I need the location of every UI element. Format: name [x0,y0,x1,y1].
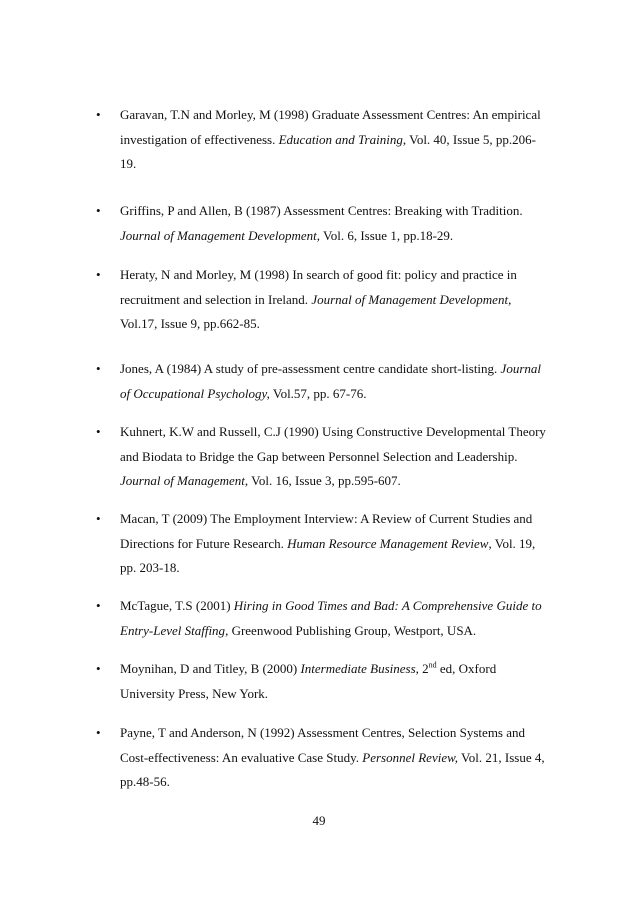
text-segment: pp. 203-18. [120,560,180,575]
reference-line [120,128,542,153]
bullet-icon: • [96,725,101,740]
reference-text [120,594,542,643]
italic-segment: Personnel Review, [362,749,459,765]
superscript-segment: nd [428,660,437,670]
text-segment: Vol. 21, Issue 4, [458,749,545,765]
reference-item [96,199,542,248]
text-segment: , Vol. 16, Issue 3, pp.595-607. [244,473,401,488]
reference-line [120,657,542,682]
italic-segment: Journal of Management Development, [311,291,512,307]
reference-line [120,103,542,128]
reference-line [120,263,542,288]
reference-line [120,357,542,382]
italic-segment: Journal of Management Development, [120,227,321,243]
reference-line [120,445,542,470]
italic-segment: Hiring in Good Times and Bad: A Comprehensive Guide to [233,598,542,613]
reference-line [120,312,542,337]
reference-line [120,721,542,746]
text-segment: Griffins, P and Allen, B (1987) Assessment Centres: Breaking with Tradition. [120,203,523,218]
text-segment: Cost-effectiveness: An evaluative Case Study. [120,749,363,765]
reference-line [120,532,542,557]
reference-item [96,657,542,706]
reference-line [120,594,542,619]
reference-line [120,420,546,445]
text-segment: and Biodata to Bridge the Gap between Personnel Selection and Leadership. [120,448,518,464]
text-segment: 19. [120,156,137,171]
italic-segment: Entry-Level Staffing [120,622,226,638]
reference-line [120,152,542,177]
bullet-icon: • [96,107,101,122]
reference-item [96,357,542,406]
reference-item [96,594,542,643]
reference-item [96,263,542,337]
reference-item [96,103,542,177]
reference-line [120,382,542,407]
reference-line [120,682,542,707]
italic-segment: Education and Training [278,131,403,147]
text-segment: , Vol. 19, [488,535,536,551]
bullet-icon: • [96,424,101,439]
bullet-icon: • [96,361,101,376]
reference-text [120,263,542,337]
reference-line [120,507,542,532]
text-segment: 2 [418,661,429,676]
reference-line [120,619,542,644]
reference-text [120,507,542,581]
text-segment: , Vol. 40, Issue 5, pp.206- [402,131,536,147]
italic-segment: Journal [500,361,541,376]
reference-line [120,770,542,795]
reference-line [120,746,545,771]
reference-text [120,103,542,177]
text-segment: University Press, New York. [120,685,269,701]
bullet-icon: • [96,511,101,526]
reference-line [120,556,542,581]
page-number: 49 [312,813,326,828]
reference-line [120,288,542,313]
text-segment: investigation of effectiveness. [120,131,279,147]
text-segment: Payne, T and Anderson, N (1992) Assessment Centres, Selection Systems and [120,725,526,740]
reference-text [120,657,542,706]
reference-item [96,420,546,494]
text-segment: recruitment and selection in Ireland. [120,291,312,307]
italic-segment: Human Resource Management Review [287,535,489,551]
reference-line [120,199,542,224]
reference-text [120,420,546,494]
bullet-icon: • [96,267,101,282]
italic-segment: Journal of Management [120,473,245,488]
reference-item [96,721,545,795]
text-segment: Heraty, N and Morley, M (1998) In search of good fit: policy and practice in [120,267,517,282]
text-segment: McTague, T.S (2001) [120,598,234,613]
text-segment: , Greenwood Publishing Group, Westport, USA. [225,622,477,638]
italic-segment: Intermediate Business, [300,661,419,676]
text-segment: Jones, A (1984) A study of pre-assessment centre candidate short-listing. [120,361,501,376]
reference-item [96,507,542,581]
text-segment: Vol.57, pp. 67-76. [269,385,367,401]
italic-segment: of Occupational Psychology, [120,385,270,401]
text-segment: Garavan, T.N and Morley, M (1998) Graduate Assessment Centres: An empirical [120,107,541,122]
reference-line [120,224,542,249]
bullet-icon: • [96,203,101,218]
reference-text [120,199,542,248]
text-segment: Vol.17, Issue 9, pp.662-85. [120,316,260,331]
bullet-icon: • [96,661,101,676]
text-segment: pp.48-56. [120,774,170,789]
reference-text [120,721,545,795]
text-segment: Vol. 6, Issue 1, pp.18-29. [320,227,454,243]
text-segment: Directions for Future Research. [120,535,288,551]
reference-line [120,469,542,494]
text-segment: ed, Oxford [436,661,497,676]
reference-text [120,357,542,406]
text-segment: Kuhnert, K.W and Russell, C.J (1990) Using Constructive Developmental Theory [120,424,546,439]
text-segment: Macan, T (2009) The Employment Interview: A Review of Current Studies and [120,511,533,526]
bullet-icon: • [96,598,101,613]
text-segment: Moynihan, D and Titley, B (2000) [120,661,301,676]
